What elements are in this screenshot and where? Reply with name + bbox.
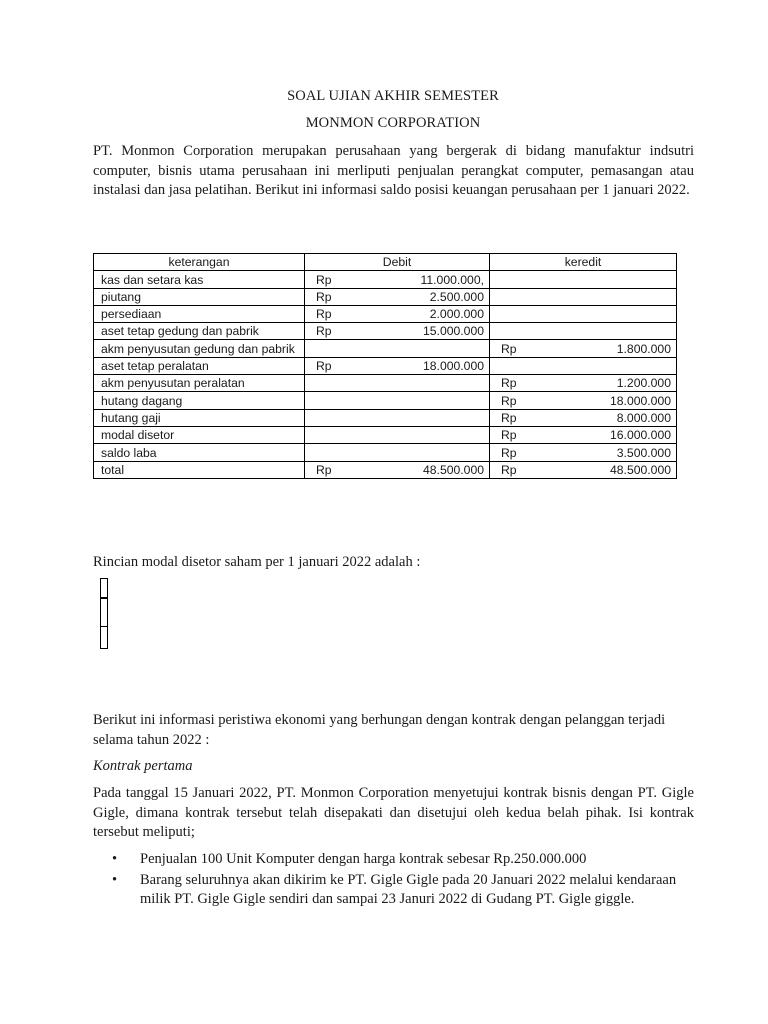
cell-kredit — [490, 305, 677, 322]
kredit-currency: Rp — [501, 341, 517, 356]
cell-keterangan: total — [94, 461, 305, 478]
table-row — [94, 375, 677, 392]
debit-amount: 18.000.000 — [423, 359, 484, 374]
empty-box-3 — [100, 626, 108, 649]
kredit-amount: 48.500.000 — [610, 462, 671, 477]
empty-box-1 — [100, 578, 108, 599]
debit-amount: 11.000.000, — [420, 272, 484, 287]
bullet-text: Penjualan 100 Unit Komputer dengan harga kontrak sebesar Rp.250.000.000 — [140, 851, 587, 867]
cell-keterangan: akm penyusutan peralatan — [94, 375, 305, 392]
intro-paragraph: PT. Monmon Corporation merupakan perusahaan yang bergerak di bidang manufaktur indsutri computer, bisnis utama perusahaan ini merliputi penjualan perangkat computer, pemasangan atau instalasi dan jasa pelatihan. Berikut ini informasi saldo posisi keuangan perusahaan per 1 januari 2022. — [93, 143, 694, 198]
cell-keterangan: persediaan — [94, 305, 305, 322]
cell-debit — [305, 392, 490, 409]
cell-debit — [305, 340, 490, 357]
cell-kredit — [490, 444, 677, 461]
table-row — [94, 392, 677, 409]
contract-heading: Kontrak pertama — [93, 758, 193, 774]
table-row — [94, 271, 677, 288]
bullet-text: Barang seluruhnya akan dikirim ke PT. Gigle Gigle pada 20 Januari 2022 melalui kendaraan milik PT. Gigle Gigle sendiri dan sampai 23 Januri 2022 di Gudang PT. Gigle giggle. — [140, 871, 677, 907]
table-header-row — [94, 254, 677, 271]
kredit-currency: Rp — [501, 393, 517, 408]
cell-kredit — [490, 288, 677, 305]
cell-keterangan: saldo laba — [94, 444, 305, 461]
kredit-amount: 1.800.000 — [616, 341, 671, 356]
debit-currency: Rp — [316, 272, 332, 287]
kredit-currency: Rp — [501, 410, 517, 425]
events-intro-text: Berikut ini informasi peristiwa ekonomi yang berhungan dengan kontrak dengan pelanggan terjadi selama tahun 2022 : — [93, 712, 666, 748]
debit-currency: Rp — [316, 462, 332, 477]
cell-debit — [305, 461, 490, 478]
table-row — [94, 409, 677, 426]
cell-kredit — [490, 392, 677, 409]
header-debit: Debit — [305, 254, 490, 271]
debit-amount: 15.000.000 — [423, 324, 484, 339]
table-row — [94, 340, 677, 357]
cell-debit — [305, 288, 490, 305]
table-row — [94, 444, 677, 461]
kredit-currency: Rp — [501, 462, 517, 477]
kredit-amount: 8.000.000 — [616, 410, 671, 425]
cell-debit — [305, 444, 490, 461]
cell-keterangan: hutang dagang — [94, 392, 305, 409]
cell-keterangan: aset tetap gedung dan pabrik — [94, 323, 305, 340]
cell-keterangan: kas dan setara kas — [94, 271, 305, 288]
header-keterangan: keterangan — [94, 254, 305, 271]
cell-keterangan: akm penyusutan gedung dan pabrik — [94, 340, 305, 357]
kredit-currency: Rp — [501, 428, 517, 443]
company-name: MONMON CORPORATION — [305, 115, 481, 131]
kredit-currency: Rp — [501, 445, 517, 460]
table-row — [94, 461, 677, 478]
contract-paragraph: Pada tanggal 15 Januari 2022, PT. Monmon Corporation menyetujui kontrak bisnis dengan PT. Gigle Gigle, dimana kontrak tersebut telah disepakati dan disetujui oleh kedua belah pihak. Isi kontrak tersebut meliputi; — [93, 785, 694, 840]
debit-amount: 48.500.000 — [423, 462, 484, 477]
kredit-amount: 18.000.000 — [610, 393, 671, 408]
cell-kredit — [490, 340, 677, 357]
cell-kredit — [490, 357, 677, 374]
cell-kredit — [490, 409, 677, 426]
debit-currency: Rp — [316, 307, 332, 322]
list-item — [112, 850, 697, 870]
cell-kredit — [490, 375, 677, 392]
cell-kredit — [490, 426, 677, 443]
empty-box-2 — [100, 597, 108, 627]
kredit-amount: 3.500.000 — [616, 445, 671, 460]
table-row — [94, 426, 677, 443]
balance-table — [93, 253, 677, 479]
cell-kredit — [490, 323, 677, 340]
table-row — [94, 357, 677, 374]
debit-currency: Rp — [316, 359, 332, 374]
cell-debit — [305, 375, 490, 392]
bullet-icon: • — [112, 851, 118, 867]
kredit-amount: 16.000.000 — [610, 428, 671, 443]
debit-amount: 2.500.000 — [429, 289, 484, 304]
cell-debit — [305, 271, 490, 288]
table-row — [94, 288, 677, 305]
cell-keterangan: modal disetor — [94, 426, 305, 443]
cell-debit — [305, 357, 490, 374]
debit-currency: Rp — [316, 324, 332, 339]
cell-kredit — [490, 271, 677, 288]
kredit-amount: 1.200.000 — [616, 376, 671, 391]
contract-bullet-list — [112, 850, 697, 911]
header-kredit: keredit — [490, 254, 677, 271]
cell-debit — [305, 323, 490, 340]
bullet-icon: • — [112, 871, 118, 888]
table-row — [94, 323, 677, 340]
rincian-text: Rincian modal disetor saham per 1 januari 2022 adalah : — [93, 554, 421, 570]
debit-amount: 2.000.000 — [429, 307, 484, 322]
list-item — [112, 871, 697, 910]
kredit-currency: Rp — [501, 376, 517, 391]
cell-debit — [305, 305, 490, 322]
table-row — [94, 305, 677, 322]
cell-debit — [305, 409, 490, 426]
document-title: SOAL UJIAN AKHIR SEMESTER — [287, 88, 499, 104]
cell-debit — [305, 426, 490, 443]
cell-keterangan: piutang — [94, 288, 305, 305]
cell-keterangan: hutang gaji — [94, 409, 305, 426]
cell-keterangan: aset tetap peralatan — [94, 357, 305, 374]
cell-kredit — [490, 461, 677, 478]
debit-currency: Rp — [316, 289, 332, 304]
